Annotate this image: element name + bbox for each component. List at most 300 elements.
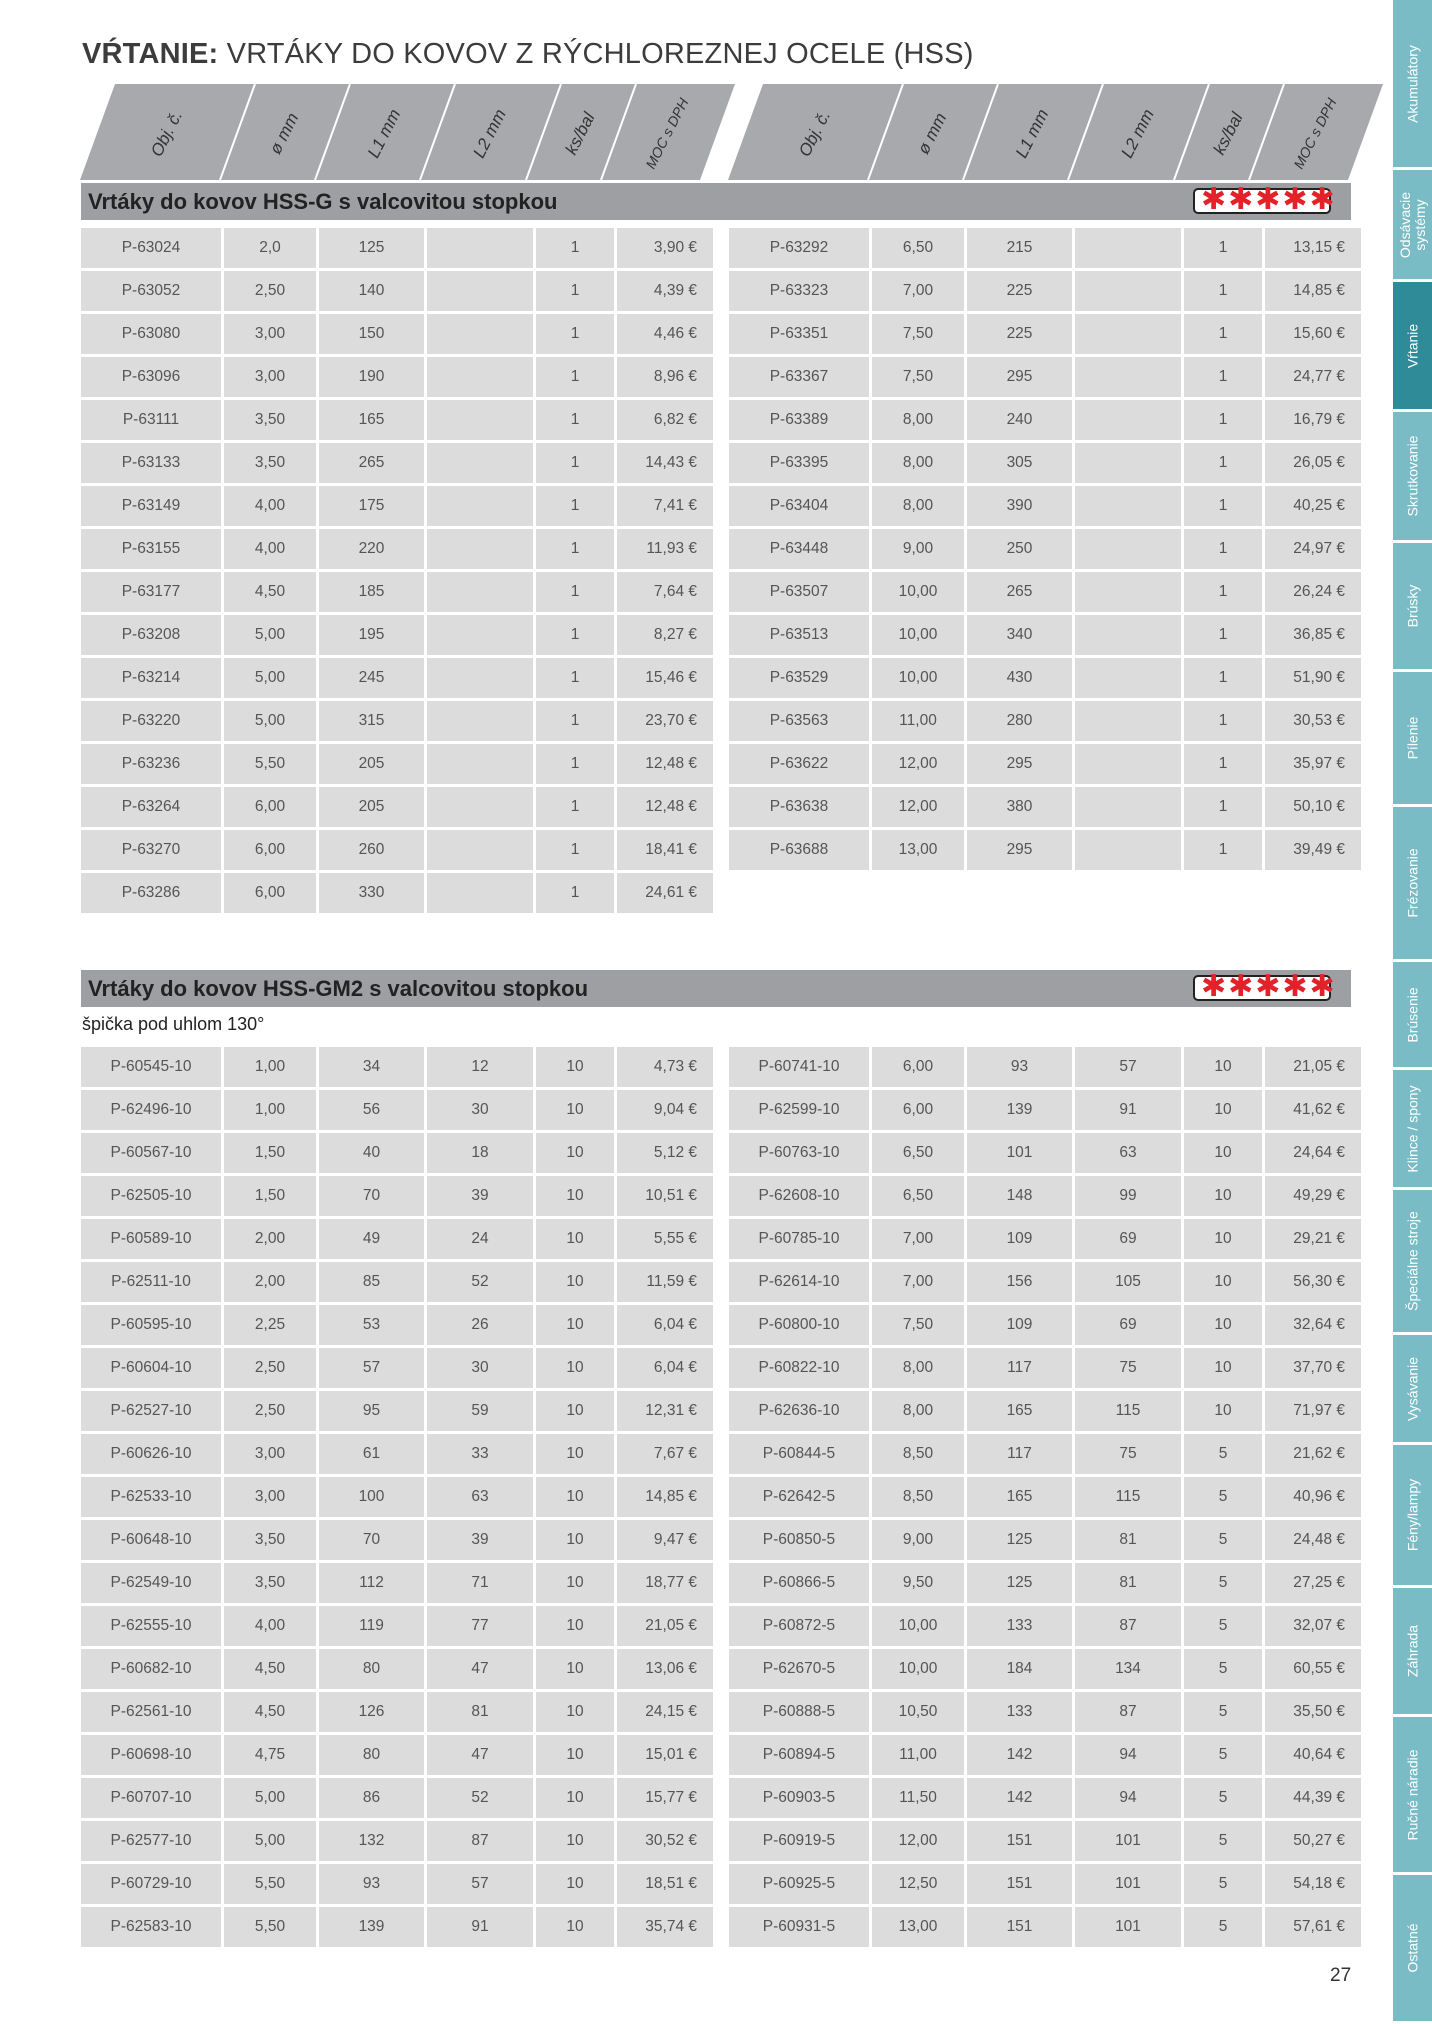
diameter-cell: 5,50: [224, 744, 316, 784]
section-title: Vrtáky do kovov HSS-G s valcovitou stopkou: [88, 189, 558, 214]
page-title-rest: VRTÁKY DO KOVOV Z RÝCHLOREZNEJ OCELE (HSS): [218, 38, 974, 70]
diameter-cell: 10,00: [872, 572, 964, 612]
chapter-tab-label: Vysávanie: [1404, 1356, 1420, 1421]
l1-cell: 125: [319, 228, 424, 268]
l2-cell: 24: [427, 1219, 533, 1259]
order-number-cell: P-63264: [81, 787, 221, 827]
chapter-tab[interactable]: [1393, 282, 1432, 412]
price-cell: 9,47 €: [617, 1520, 713, 1560]
price-cell: 16,79 €: [1265, 400, 1361, 440]
diameter-cell: 3,00: [224, 357, 316, 397]
price-cell: 35,50 €: [1265, 1692, 1361, 1732]
pack-qty-cell: 1: [536, 529, 614, 569]
chapter-tab-label: Skrutkovanie: [1404, 435, 1420, 517]
order-number-cell: P-63270: [81, 830, 221, 870]
diameter-cell: 10,00: [872, 1649, 964, 1689]
pack-qty-cell: 1: [536, 744, 614, 784]
diameter-cell: 2,25: [224, 1305, 316, 1345]
diameter-cell: 6,00: [224, 873, 316, 913]
l1-cell: 139: [967, 1090, 1072, 1130]
price-cell: 4,46 €: [617, 314, 713, 354]
chapter-tab-label: Odsávacie systémy: [1396, 191, 1428, 258]
star-icons: ✱✱✱✱✱: [1201, 970, 1337, 1003]
order-number-cell: P-62599-10: [729, 1090, 869, 1130]
pack-qty-cell: 10: [536, 1606, 614, 1646]
table-row: [81, 744, 713, 784]
diameter-cell: 6,50: [872, 1176, 964, 1216]
chapter-tab[interactable]: [1393, 1717, 1432, 1875]
price-cell: 57,61 €: [1265, 1907, 1361, 1947]
pack-qty-cell: 1: [536, 787, 614, 827]
price-cell: 21,05 €: [617, 1606, 713, 1646]
table-row: [81, 701, 713, 741]
pack-qty-cell: 10: [536, 1047, 614, 1087]
order-number-cell: P-63133: [81, 443, 221, 483]
table-row: [81, 1348, 713, 1388]
pack-qty-cell: 5: [1184, 1692, 1262, 1732]
order-number-cell: P-63404: [729, 486, 869, 526]
price-cell: 7,41 €: [617, 486, 713, 526]
table-row: [729, 1563, 1361, 1603]
diameter-cell: 8,00: [872, 1348, 964, 1388]
diameter-cell: 2,00: [224, 1219, 316, 1259]
order-number-cell: P-60888-5: [729, 1692, 869, 1732]
pack-qty-cell: 5: [1184, 1520, 1262, 1560]
l1-cell: 70: [319, 1176, 424, 1216]
order-number-cell: P-62636-10: [729, 1391, 869, 1431]
table-row: [81, 314, 713, 354]
l1-cell: 185: [319, 572, 424, 612]
l2-cell: 69: [1075, 1305, 1181, 1345]
price-cell: 50,10 €: [1265, 787, 1361, 827]
table-row: [81, 572, 713, 612]
l2-cell: 47: [427, 1735, 533, 1775]
l2-cell: [1075, 529, 1181, 569]
table-row: [81, 529, 713, 569]
section-header-hss-gm2: [81, 970, 1351, 1007]
l1-cell: 56: [319, 1090, 424, 1130]
chapter-tab[interactable]: [1393, 543, 1432, 672]
order-number-cell: P-63395: [729, 443, 869, 483]
diameter-cell: 5,00: [224, 658, 316, 698]
l2-cell: 105: [1075, 1262, 1181, 1302]
l2-cell: 115: [1075, 1477, 1181, 1517]
diameter-cell: 10,00: [872, 658, 964, 698]
pack-qty-cell: 1: [536, 314, 614, 354]
l1-cell: 265: [319, 443, 424, 483]
price-cell: 11,93 €: [617, 529, 713, 569]
table-row: [729, 658, 1361, 698]
table-row: [81, 271, 713, 311]
table-row: [81, 1434, 713, 1474]
l1-cell: 112: [319, 1563, 424, 1603]
table-row: [729, 787, 1361, 827]
pack-qty-cell: 10: [1184, 1219, 1262, 1259]
order-number-cell: P-60729-10: [81, 1864, 221, 1904]
l1-cell: 95: [319, 1391, 424, 1431]
pack-qty-cell: 1: [536, 615, 614, 655]
diameter-cell: 7,00: [872, 1219, 964, 1259]
price-cell: 54,18 €: [1265, 1864, 1361, 1904]
column-header: Obj. č.: [794, 107, 835, 160]
l2-cell: 94: [1075, 1778, 1181, 1818]
chapter-tab-label: Klince / spony: [1404, 1084, 1420, 1173]
table-row: [81, 1090, 713, 1130]
pack-qty-cell: 1: [536, 658, 614, 698]
table-row: [81, 1563, 713, 1603]
chapter-tab-label: Ostatné: [1404, 1923, 1420, 1973]
chapter-tabs: [1393, 0, 1432, 2024]
table-row: [81, 228, 713, 268]
table-row: [81, 1262, 713, 1302]
order-number-cell: P-62642-5: [729, 1477, 869, 1517]
table-row: [81, 1305, 713, 1345]
pack-qty-cell: 1: [1184, 357, 1262, 397]
l1-cell: 34: [319, 1047, 424, 1087]
pack-qty-cell: 1: [536, 357, 614, 397]
diameter-cell: 13,00: [872, 830, 964, 870]
table-row: [729, 1477, 1361, 1517]
price-cell: 5,55 €: [617, 1219, 713, 1259]
l1-cell: 215: [967, 228, 1072, 268]
l1-cell: 295: [967, 744, 1072, 784]
chapter-tab-label: Pílenie: [1404, 716, 1420, 760]
pack-qty-cell: 1: [1184, 744, 1262, 784]
diameter-cell: 6,00: [872, 1090, 964, 1130]
diameter-cell: 7,00: [872, 271, 964, 311]
chapter-tab[interactable]: [1393, 1070, 1432, 1190]
chapter-tab-label: Fény/lampy: [1404, 1478, 1420, 1552]
diameter-cell: 6,00: [224, 787, 316, 827]
order-number-cell: P-63208: [81, 615, 221, 655]
diameter-cell: 1,50: [224, 1176, 316, 1216]
diameter-cell: 7,50: [872, 357, 964, 397]
l1-cell: 125: [967, 1520, 1072, 1560]
price-cell: 30,52 €: [617, 1821, 713, 1861]
l2-cell: 39: [427, 1520, 533, 1560]
column-header: ks/bal: [1209, 109, 1247, 158]
diameter-cell: 9,00: [872, 1520, 964, 1560]
price-cell: 14,85 €: [1265, 271, 1361, 311]
l1-cell: 61: [319, 1434, 424, 1474]
l2-cell: [427, 787, 533, 827]
column-header: ø mm: [913, 109, 951, 158]
order-number-cell: P-63292: [729, 228, 869, 268]
l1-cell: 109: [967, 1305, 1072, 1345]
l2-cell: 75: [1075, 1348, 1181, 1388]
l2-cell: 47: [427, 1649, 533, 1689]
table-row: [729, 1262, 1361, 1302]
chapter-tab[interactable]: [1393, 962, 1432, 1070]
order-number-cell: P-60894-5: [729, 1735, 869, 1775]
pack-qty-cell: 10: [536, 1348, 614, 1388]
diameter-cell: 5,50: [224, 1907, 316, 1947]
table-row: [729, 1176, 1361, 1216]
l2-cell: 52: [427, 1778, 533, 1818]
diameter-cell: 2,00: [224, 1262, 316, 1302]
column-header: ks/bal: [561, 109, 599, 158]
l2-cell: 57: [427, 1864, 533, 1904]
diameter-cell: 11,00: [872, 701, 964, 741]
diameter-cell: 5,00: [224, 1778, 316, 1818]
order-number-cell: P-63155: [81, 529, 221, 569]
l2-cell: [1075, 400, 1181, 440]
chapter-tab[interactable]: [1393, 1588, 1432, 1717]
pack-qty-cell: 10: [1184, 1133, 1262, 1173]
l2-cell: 63: [1075, 1133, 1181, 1173]
l2-cell: 57: [1075, 1047, 1181, 1087]
order-number-cell: P-63096: [81, 357, 221, 397]
table-row: [729, 271, 1361, 311]
price-cell: 6,82 €: [617, 400, 713, 440]
table-row: [729, 744, 1361, 784]
table-row: [729, 400, 1361, 440]
pack-qty-cell: 10: [536, 1864, 614, 1904]
diameter-cell: 11,00: [872, 1735, 964, 1775]
price-cell: 6,04 €: [617, 1348, 713, 1388]
pack-qty-cell: 5: [1184, 1735, 1262, 1775]
order-number-cell: P-60589-10: [81, 1219, 221, 1259]
order-number-cell: P-63389: [729, 400, 869, 440]
price-cell: 24,77 €: [1265, 357, 1361, 397]
diameter-cell: 6,00: [872, 1047, 964, 1087]
price-cell: 15,77 €: [617, 1778, 713, 1818]
l1-cell: 80: [319, 1649, 424, 1689]
order-number-cell: P-63513: [729, 615, 869, 655]
table-row: [81, 443, 713, 483]
price-cell: 18,77 €: [617, 1563, 713, 1603]
order-number-cell: P-62608-10: [729, 1176, 869, 1216]
product-table-hss-gm2-left: [78, 1044, 716, 1950]
pack-qty-cell: 10: [536, 1735, 614, 1775]
l2-cell: 87: [1075, 1692, 1181, 1732]
diameter-cell: 4,50: [224, 1692, 316, 1732]
pack-qty-cell: 1: [1184, 271, 1262, 311]
price-cell: 21,62 €: [1265, 1434, 1361, 1474]
price-cell: 23,70 €: [617, 701, 713, 741]
l2-cell: [427, 744, 533, 784]
order-number-cell: P-63351: [729, 314, 869, 354]
pack-qty-cell: 5: [1184, 1778, 1262, 1818]
price-cell: 60,55 €: [1265, 1649, 1361, 1689]
table-row: [729, 357, 1361, 397]
chapter-tab[interactable]: [1393, 412, 1432, 543]
pack-qty-cell: 5: [1184, 1821, 1262, 1861]
l2-cell: 134: [1075, 1649, 1181, 1689]
price-cell: 5,12 €: [617, 1133, 713, 1173]
chapter-tab[interactable]: [1393, 0, 1432, 170]
chapter-tab[interactable]: [1393, 1875, 1432, 2024]
l2-cell: 94: [1075, 1735, 1181, 1775]
l1-cell: 205: [319, 744, 424, 784]
diameter-cell: 2,0: [224, 228, 316, 268]
price-cell: 24,64 €: [1265, 1133, 1361, 1173]
diameter-cell: 10,00: [872, 615, 964, 655]
order-number-cell: P-63111: [81, 400, 221, 440]
l2-cell: [1075, 787, 1181, 827]
price-cell: 7,67 €: [617, 1434, 713, 1474]
column-header: MOC s DPH: [642, 95, 692, 172]
chapter-tab-label: Záhrada: [1404, 1624, 1420, 1678]
diameter-cell: 9,00: [872, 529, 964, 569]
l1-cell: 119: [319, 1606, 424, 1646]
price-cell: 14,43 €: [617, 443, 713, 483]
order-number-cell: P-62527-10: [81, 1391, 221, 1431]
table-row: [81, 830, 713, 870]
order-number-cell: P-63236: [81, 744, 221, 784]
diameter-cell: 3,50: [224, 400, 316, 440]
l1-cell: 139: [319, 1907, 424, 1947]
price-cell: 3,90 €: [617, 228, 713, 268]
pack-qty-cell: 1: [536, 572, 614, 612]
price-cell: 26,05 €: [1265, 443, 1361, 483]
order-number-cell: P-63323: [729, 271, 869, 311]
diameter-cell: 1,00: [224, 1090, 316, 1130]
table-row: [729, 1907, 1361, 1947]
price-cell: 9,04 €: [617, 1090, 713, 1130]
table-row: [729, 1090, 1361, 1130]
l2-cell: [427, 572, 533, 612]
price-cell: 12,48 €: [617, 744, 713, 784]
l2-cell: [1075, 271, 1181, 311]
price-cell: 11,59 €: [617, 1262, 713, 1302]
table-row: [81, 486, 713, 526]
l1-cell: 225: [967, 271, 1072, 311]
pack-qty-cell: 1: [536, 271, 614, 311]
l1-cell: 142: [967, 1778, 1072, 1818]
l2-cell: 81: [1075, 1563, 1181, 1603]
l1-cell: 295: [967, 830, 1072, 870]
l2-cell: 18: [427, 1133, 533, 1173]
pack-qty-cell: 10: [1184, 1262, 1262, 1302]
l1-cell: 126: [319, 1692, 424, 1732]
table-row: [81, 1864, 713, 1904]
l2-cell: [1075, 615, 1181, 655]
l1-cell: 184: [967, 1649, 1072, 1689]
pack-qty-cell: 10: [536, 1305, 614, 1345]
chapter-tab-label: Brúsenie: [1404, 986, 1420, 1043]
l2-cell: [427, 486, 533, 526]
table-row: [81, 1649, 713, 1689]
l1-cell: 260: [319, 830, 424, 870]
order-number-cell: P-63367: [729, 357, 869, 397]
order-number-cell: P-60682-10: [81, 1649, 221, 1689]
pack-qty-cell: 1: [1184, 314, 1262, 354]
chapter-tab[interactable]: [1393, 1190, 1432, 1335]
table-row: [81, 1477, 713, 1517]
table-row: [729, 1692, 1361, 1732]
page-title: [82, 38, 974, 71]
l2-cell: [1075, 744, 1181, 784]
price-cell: 4,73 €: [617, 1047, 713, 1087]
diameter-cell: 11,50: [872, 1778, 964, 1818]
table-row: [729, 701, 1361, 741]
diameter-cell: 12,00: [872, 787, 964, 827]
l1-cell: 125: [967, 1563, 1072, 1603]
page-title-bold: VŔTANIE:: [82, 38, 219, 70]
l2-cell: [1075, 830, 1181, 870]
l2-cell: [427, 443, 533, 483]
l2-cell: 39: [427, 1176, 533, 1216]
price-cell: 18,51 €: [617, 1864, 713, 1904]
order-number-cell: P-60545-10: [81, 1047, 221, 1087]
order-number-cell: P-62496-10: [81, 1090, 221, 1130]
pack-qty-cell: 1: [536, 228, 614, 268]
diameter-cell: 3,00: [224, 1434, 316, 1474]
order-number-cell: P-63529: [729, 658, 869, 698]
diameter-cell: 9,50: [872, 1563, 964, 1603]
chapter-tab[interactable]: [1393, 1335, 1432, 1445]
order-number-cell: P-63080: [81, 314, 221, 354]
rating-stars-badge: [1193, 970, 1337, 1003]
l1-cell: 295: [967, 357, 1072, 397]
section-title: Vrtáky do kovov HSS-GM2 s valcovitou stopkou: [88, 976, 589, 1001]
table-row: [729, 1606, 1361, 1646]
table-row: [729, 1305, 1361, 1345]
product-table-hss-g-right: [726, 225, 1364, 873]
price-cell: 35,97 €: [1265, 744, 1361, 784]
price-cell: 39,49 €: [1265, 830, 1361, 870]
l2-cell: 81: [1075, 1520, 1181, 1560]
pack-qty-cell: 10: [536, 1907, 614, 1947]
chapter-tab[interactable]: [1393, 1445, 1432, 1588]
price-cell: 14,85 €: [617, 1477, 713, 1517]
pack-qty-cell: 10: [1184, 1305, 1262, 1345]
diameter-cell: 1,50: [224, 1133, 316, 1173]
l1-cell: 265: [967, 572, 1072, 612]
l1-cell: 190: [319, 357, 424, 397]
diameter-cell: 3,50: [224, 443, 316, 483]
l2-cell: [1075, 701, 1181, 741]
l2-cell: 91: [427, 1907, 533, 1947]
chapter-tab-label: Brúsky: [1404, 584, 1420, 628]
l1-cell: 49: [319, 1219, 424, 1259]
order-number-cell: P-60800-10: [729, 1305, 869, 1345]
header-band-shape: [80, 84, 735, 180]
diameter-cell: 4,75: [224, 1735, 316, 1775]
l2-cell: 101: [1075, 1821, 1181, 1861]
l2-cell: 69: [1075, 1219, 1181, 1259]
order-number-cell: P-60866-5: [729, 1563, 869, 1603]
order-number-cell: P-63507: [729, 572, 869, 612]
order-number-cell: P-63688: [729, 830, 869, 870]
table-row: [81, 1735, 713, 1775]
l1-cell: 117: [967, 1434, 1072, 1474]
order-number-cell: P-63214: [81, 658, 221, 698]
column-header: L2 mm: [469, 106, 510, 162]
chapter-tab[interactable]: [1393, 672, 1432, 807]
chapter-tab[interactable]: [1393, 170, 1432, 282]
pack-qty-cell: 1: [536, 400, 614, 440]
diameter-cell: 3,50: [224, 1520, 316, 1560]
pack-qty-cell: 1: [1184, 615, 1262, 655]
chapter-tab[interactable]: [1393, 807, 1432, 962]
pack-qty-cell: 1: [1184, 701, 1262, 741]
pack-qty-cell: 10: [536, 1477, 614, 1517]
l2-cell: [1075, 228, 1181, 268]
table-row: [729, 1735, 1361, 1775]
pack-qty-cell: 10: [536, 1778, 614, 1818]
table-row: [81, 1606, 713, 1646]
diameter-cell: 4,00: [224, 486, 316, 526]
pack-qty-cell: 1: [536, 830, 614, 870]
pack-qty-cell: 5: [1184, 1563, 1262, 1603]
diameter-cell: 12,50: [872, 1864, 964, 1904]
l2-cell: [427, 615, 533, 655]
diameter-cell: 10,50: [872, 1692, 964, 1732]
column-header: ø mm: [265, 109, 303, 158]
order-number-cell: P-60698-10: [81, 1735, 221, 1775]
